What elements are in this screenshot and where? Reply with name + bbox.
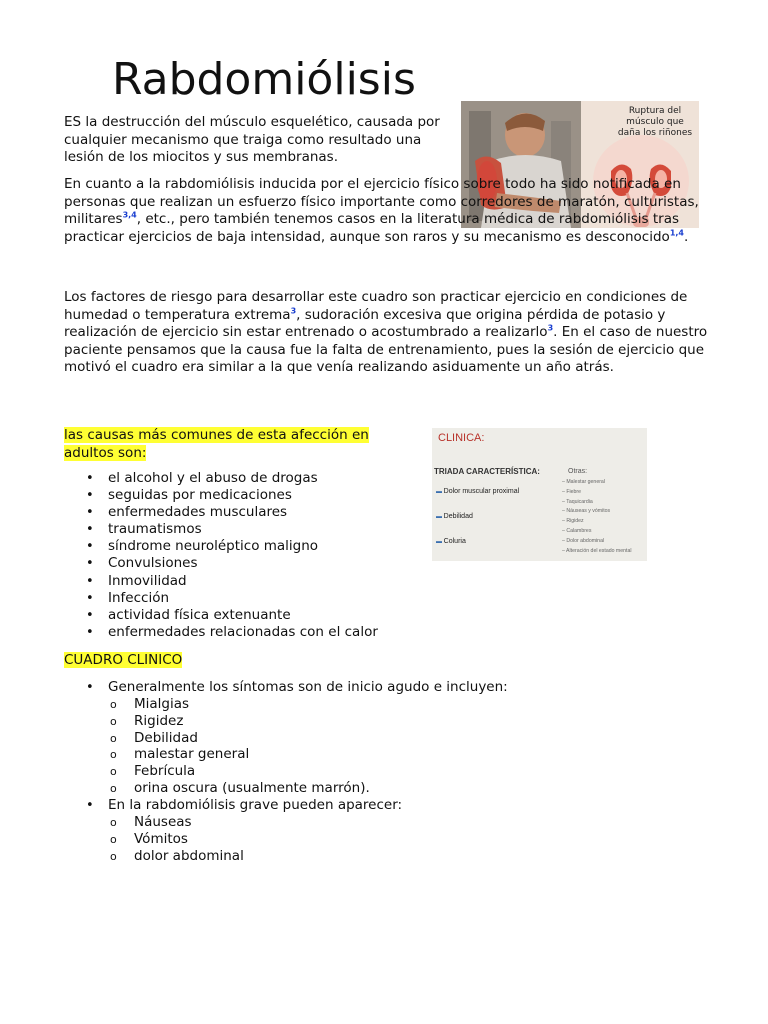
other-symptom-text: Calambres <box>566 527 592 534</box>
intro-paragraph-2-text-b: , etc., pero también tenemos casos en la literatura médica de rabdomiólisis tras practicar ejercicios de baja intensidad, aunque son raros y su mecanismo es desconocido <box>64 211 680 245</box>
triad-item-text: Dolor muscular proximal <box>443 488 520 495</box>
clinical-item-1-text: Generalmente los síntomas son de inicio agudo e incluyen: <box>108 679 508 695</box>
cause-item <box>84 521 444 538</box>
clinical-list <box>84 679 684 864</box>
other-symptom-item <box>562 488 646 498</box>
clinical-sub-item <box>108 763 684 780</box>
clinical-sub-item <box>108 746 684 763</box>
triad-bullet-icon: ▬ <box>436 539 444 545</box>
clinical-sub-item <box>108 696 684 713</box>
clinical-sub-list-2 <box>108 814 684 864</box>
other-symptom-text: Alteración del estado mental <box>566 547 632 554</box>
clinical-sub-item <box>108 848 684 865</box>
other-symptom-text: Dolor abdominal <box>566 537 605 544</box>
cause-item <box>84 555 444 572</box>
reference-sup-2: 1,4 <box>669 228 684 237</box>
cause-item <box>84 607 444 624</box>
clinical-heading-highlight: CUADRO CLINICO <box>64 652 183 668</box>
clinical-sub-item-text: dolor abdominal <box>134 847 244 864</box>
clinical-sub-item-text: Náuseas <box>134 813 192 830</box>
cause-item-text: seguidas por medicaciones <box>108 487 292 504</box>
other-bullet-icon: – <box>562 479 567 485</box>
risk-factors-paragraph <box>64 289 714 377</box>
reference-sup-1: 3,4 <box>122 210 137 220</box>
other-symptom-item <box>562 478 646 488</box>
other-symptom-text: Fiebre <box>566 488 582 495</box>
other-bullet-icon: – <box>562 498 567 505</box>
clinical-sub-item-text: Febrícula <box>134 763 196 780</box>
clinical-sub-item <box>108 730 684 747</box>
other-symptom-text: Malestar general <box>566 479 605 485</box>
cause-item-text: enfermedades relacionadas con el calor <box>108 623 378 640</box>
others-title: Otras: <box>568 468 588 475</box>
causes-heading-highlight: las causas más comunes de esta afección en adultos son: <box>64 427 369 461</box>
causes-heading <box>64 427 394 462</box>
cause-item-text: actividad física extenuante <box>108 606 291 623</box>
risk-factors-text-a: Los factores de riesgo para desarrollar este cuadro son practicar ejercicio en condiciones de humedad o temperatura extrema <box>64 289 688 323</box>
other-symptom-item <box>562 547 646 557</box>
other-bullet-icon: – <box>562 488 567 495</box>
cause-item <box>84 504 444 521</box>
clinical-item-2-sub-wrap <box>84 814 684 864</box>
clinical-sub-list-1 <box>108 696 684 797</box>
cause-item-text: traumatismos <box>108 521 202 538</box>
intro-paragraph-2-text-a: En cuanto a la rabdomiólisis inducida por el ejercicio físico sobre todo ha sido notificada en personas que realizan un esfuerzo físico importante como corredores de maratón, culturistas, militares <box>64 176 699 227</box>
triad-title: TRIADA CARACTERÍSTICA: <box>434 467 540 476</box>
clinical-sub-item <box>108 713 684 730</box>
reference-sup-4: 3 <box>547 323 554 333</box>
other-symptom-item <box>562 517 646 527</box>
clinical-sub-item-text: malestar general <box>134 746 250 763</box>
other-symptom-text: Taquicardia <box>566 498 593 505</box>
figure-caption: Ruptura del músculo que daña los riñones <box>617 106 693 138</box>
clinical-sub-item-text: Mialgias <box>134 696 190 713</box>
other-symptom-text: Rigidez <box>566 518 584 525</box>
triad-item-text: Debilidad <box>443 513 473 520</box>
other-symptom-text: Náuseas y vómitos <box>566 508 611 515</box>
clinical-sub-item <box>108 831 684 848</box>
cause-item <box>84 573 444 590</box>
risk-factors-text-b: , sudoración excesiva que origina pérdida de potasio y realización de ejercicio sin estar entrenado o acostumbrado a realizarlo <box>64 306 666 340</box>
cause-item <box>84 470 444 487</box>
causes-list <box>84 470 444 641</box>
other-symptom-item <box>562 527 646 537</box>
clinical-heading <box>64 652 182 670</box>
other-symptom-item <box>562 537 646 547</box>
cause-item-text: Infección <box>108 589 170 606</box>
others-list <box>562 478 646 556</box>
figure-wrap-spacer <box>367 176 449 228</box>
clinical-sub-item-text: Vómitos <box>134 830 188 847</box>
other-bullet-icon: – <box>562 537 567 544</box>
other-bullet-icon: – <box>562 527 567 534</box>
triad-item-text: Coluria <box>443 538 466 545</box>
risk-factors-text-c: . En el caso de nuestro paciente pensamos que la causa fue la falta de entrenamiento, pues la sesión de ejercicio que motivó el cuadro era similar a la que venía realizando asiduamente un año atrás. <box>64 324 708 375</box>
other-bullet-icon: – <box>562 518 567 525</box>
triad-bullet-icon: ▬ <box>436 514 444 520</box>
clinical-sub-item-text: orina oscura (usualmente marrón). <box>134 780 370 797</box>
clinical-triad-figure <box>432 428 647 561</box>
clinical-item-1-sub-wrap <box>84 696 684 797</box>
cause-item <box>84 590 444 607</box>
other-bullet-icon: – <box>562 508 567 515</box>
cause-item-text: Inmovilidad <box>108 572 187 589</box>
other-bullet-icon: – <box>562 547 567 554</box>
clinical-sub-item-text: Debilidad <box>134 729 198 746</box>
cause-item <box>84 538 444 555</box>
clinical-item-2 <box>84 797 684 814</box>
clinical-sub-item-text: Rigidez <box>134 712 184 729</box>
other-symptom-item <box>562 507 646 517</box>
intro-paragraph-2-text-c: . <box>683 228 689 245</box>
page-title: Rabdomiólisis <box>112 54 416 105</box>
clinical-sub-item <box>108 814 684 831</box>
intro-paragraph-1: ES la destrucción del músculo esquelético, causada por cualquier mecanismo que traiga como resultado una lesión de los miocitos y sus membranas. <box>64 114 440 165</box>
cause-item-text: enfermedades musculares <box>108 504 288 521</box>
clinical-item-1 <box>84 679 684 696</box>
cause-item-text: Convulsiones <box>108 555 198 572</box>
clinical-item-2-text: En la rabdomiólisis grave pueden aparecer: <box>108 796 403 813</box>
triad-bullet-icon: ▬ <box>436 489 444 495</box>
triad-item <box>436 488 519 495</box>
cause-item <box>84 487 444 504</box>
other-symptom-item <box>562 498 646 508</box>
clinical-figure-heading: CLINICA: <box>438 432 485 444</box>
cause-item <box>84 624 444 641</box>
cause-item-text: el alcohol y el abuso de drogas <box>108 470 318 486</box>
reference-sup-3: 3 <box>290 306 297 315</box>
cause-item-text: síndrome neuroléptico maligno <box>108 538 319 555</box>
clinical-sub-item <box>108 780 684 797</box>
